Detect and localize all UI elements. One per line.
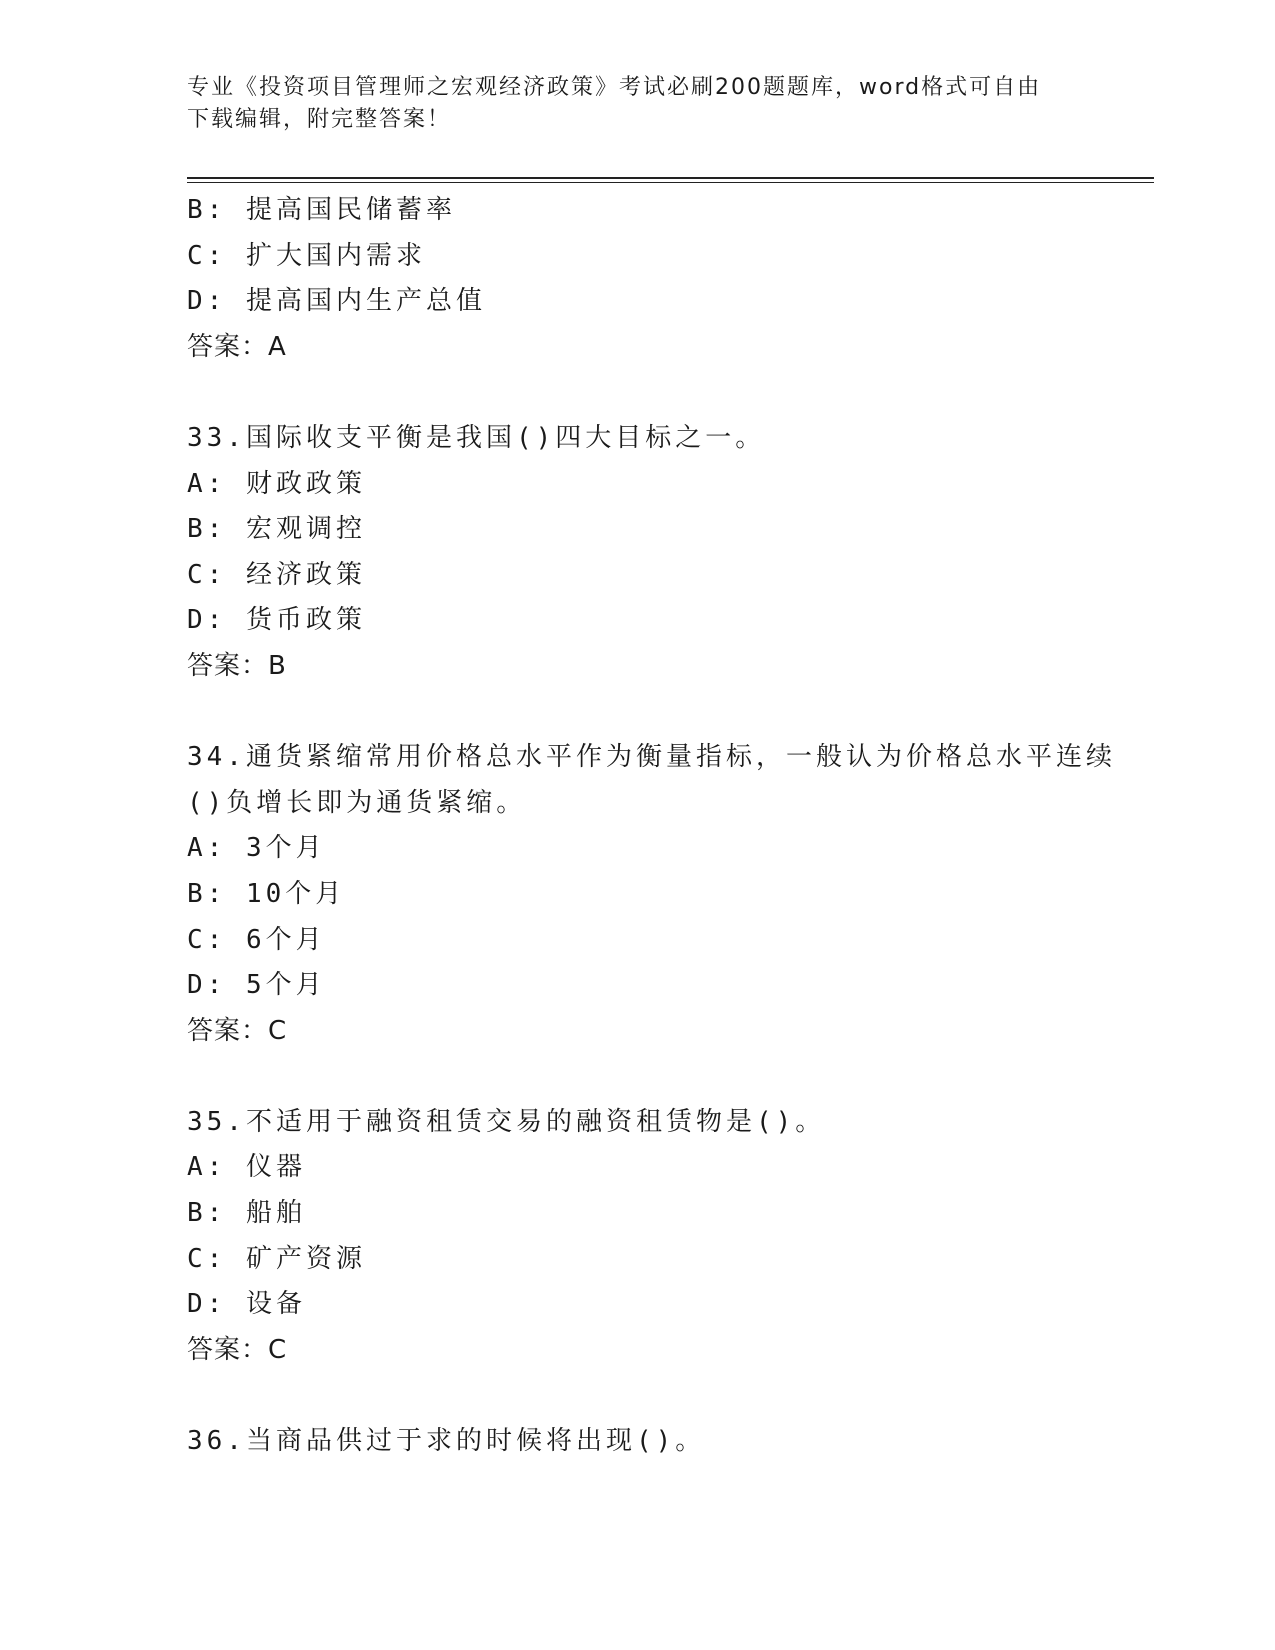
option-d: D: 设备	[187, 1289, 306, 1320]
document-header	[187, 72, 1087, 136]
option-b: B: 提高国民储蓄率	[187, 195, 456, 225]
header-line-2: 下载编辑，附完整答案！	[187, 107, 452, 132]
question-35	[187, 1100, 1087, 1374]
option-b: B: 10个月	[187, 878, 346, 909]
answer: 答案：B	[187, 650, 287, 681]
option-a: A: 财政政策	[187, 468, 366, 499]
option-c: C: 扩大国内需求	[187, 240, 426, 271]
header-line-1: 专业《投资项目管理师之宏观经济政策》考试必刷200题题库，word格式可自由	[187, 75, 1042, 100]
question-34	[187, 735, 1116, 1054]
answer: 答案：C	[187, 1015, 288, 1046]
question-stem: 35.不适用于融资租赁交易的融资租赁物是()。	[187, 1106, 826, 1137]
option-a: A: 3个月	[187, 833, 326, 864]
option-d: D: 提高国内生产总值	[187, 286, 486, 317]
option-d: D: 5个月	[187, 970, 326, 1001]
answer: 答案：C	[187, 1334, 288, 1365]
question-stem: 33.国际收支平衡是我国()四大目标之一。	[187, 422, 766, 453]
question-33	[187, 416, 1087, 690]
option-c: C: 6个月	[187, 924, 326, 955]
header-rule-thick	[187, 177, 1154, 179]
option-a: A: 仪器	[187, 1152, 306, 1183]
question-stem-line-2: ()负增长即为通货紧缩。	[187, 787, 527, 818]
option-b: B: 船舶	[187, 1198, 306, 1229]
answer: 答案：A	[187, 331, 287, 362]
question-stem: 36.当商品供过于求的时候将出现()。	[187, 1426, 706, 1457]
option-d: D: 货币政策	[187, 605, 366, 636]
option-b: B: 宏观调控	[187, 514, 366, 545]
question-stem-line-1: 34.通货紧缩常用价格总水平作为衡量指标，一般认为价格总水平连续	[187, 742, 1116, 773]
question-36	[187, 1419, 1087, 1465]
header-rule-thin	[187, 182, 1154, 183]
option-c: C: 经济政策	[187, 559, 366, 590]
question-list	[187, 188, 1116, 1465]
question-32-continued	[187, 188, 1087, 370]
option-c: C: 矿产资源	[187, 1243, 366, 1274]
